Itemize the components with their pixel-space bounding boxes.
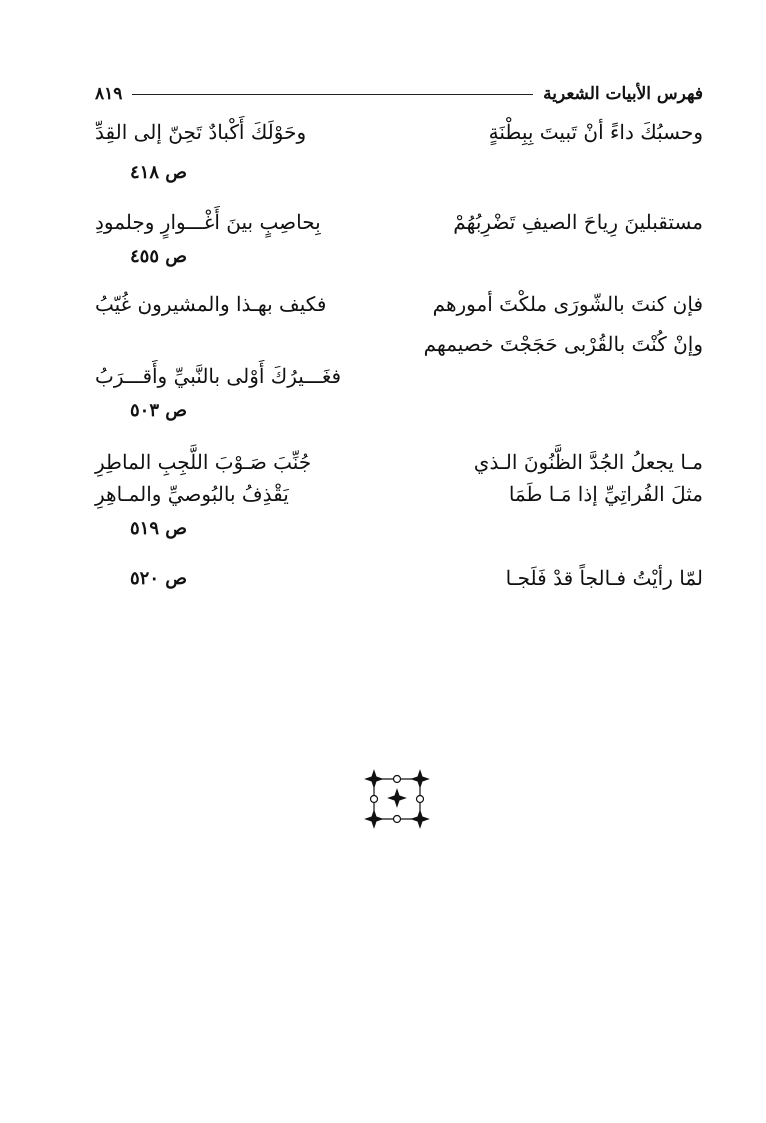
verse-6-sadr: مثلَ الفُراتِيِّ إذا مَـا طَمَا [508, 482, 703, 506]
verse-1-page-ref: ص ٤١٨ [130, 162, 188, 183]
verse-4-page-ref: ص ٥٠٣ [130, 400, 188, 421]
verse-2-sadr: مستقبلينَ رِياحَ الصيفِ تَضْرِبُهُمْ [453, 210, 703, 234]
verse-6-page-ref: ص ٥١٩ [130, 518, 188, 539]
verse-3-ajz: فكيف بهـذا والمشيرون غُيّبُ [95, 292, 327, 316]
verse-4-sadr: وإنْ كُنْتَ بالقُرْبى حَجَجْتَ خصيمهم [423, 332, 703, 356]
header-rule [132, 94, 533, 95]
running-header [95, 82, 703, 106]
verse-3-sadr: فإن كنتَ بالشّورَى ملكْتَ أمورهم [432, 292, 703, 316]
verse-2-page-ref: ص ٤٥٥ [130, 246, 188, 267]
verse-2-ajz: بِحاصِبٍ بينَ أَغْـــوارٍ وجلمودِ [95, 210, 321, 234]
header-title: فهرس الأبيات الشعرية [543, 84, 703, 104]
closing-ornament-icon [364, 768, 430, 830]
verse-5-ajz: جُنِّبَ صَـوْبَ اللَّجِبِ الماطِرِ [95, 450, 312, 474]
verse-1-ajz: وحَوْلَكَ أَكْبادٌ تَحِنّ إلى القِدِّ [95, 120, 307, 144]
verse-6-ajz: يَقْذِفُ بالبُوصيِّ والمـاهِرِ [95, 482, 289, 506]
verse-4-ajz: فغَـــيرُكَ أَوْلى بالنَّبيِّ وأَقـــرَبُ [95, 364, 342, 388]
verse-5-sadr: مـا يجعلُ الجُدَّ الظَّنُونَ الـذي [473, 450, 703, 474]
verse-7-sadr: لمّا رأيْتُ فـالجاً قدْ فَلَجـا [505, 566, 703, 590]
verse-1-sadr: وحسبُكَ داءً أنْ تَبيتَ بِبِطْنَةٍ [488, 120, 703, 144]
page-number: ٨١٩ [95, 84, 123, 104]
verse-7-page-ref: ص ٥٢٠ [130, 568, 188, 589]
